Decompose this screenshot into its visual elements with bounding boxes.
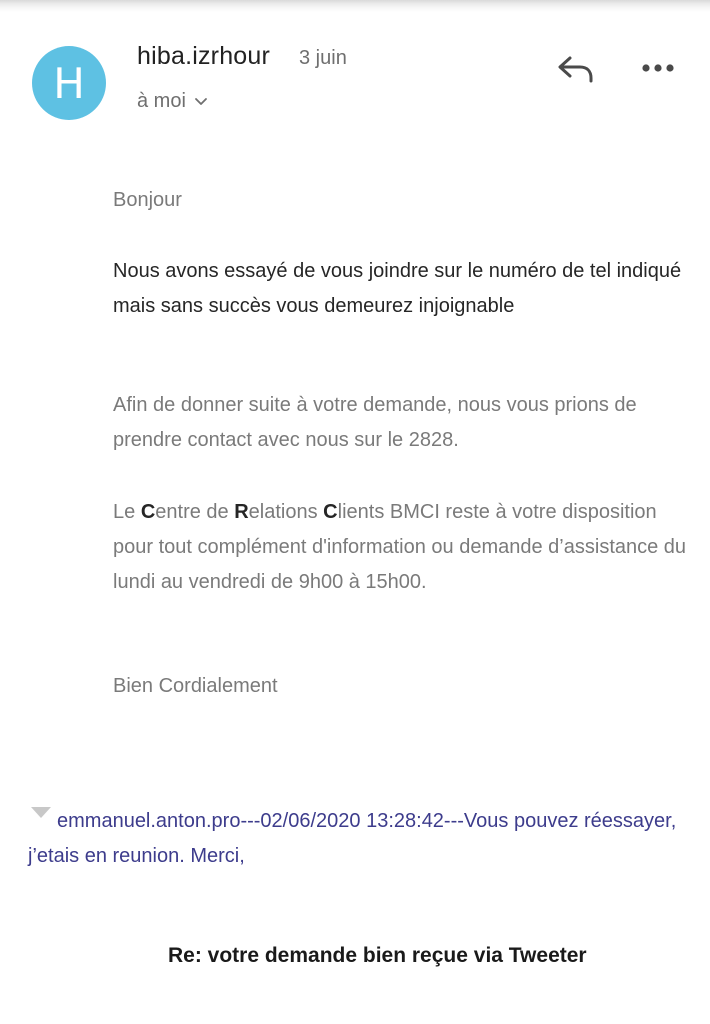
recipient-label: à moi	[137, 90, 186, 112]
email-date: 3 juin	[299, 47, 347, 69]
top-shadow-divider	[0, 0, 710, 12]
quoted-history-text[interactable]	[28, 804, 688, 874]
p3-letter-r: R	[234, 501, 249, 523]
sender-name[interactable]: hiba.izrhour	[137, 42, 271, 70]
p3-pre: Le	[113, 501, 141, 523]
more-icon[interactable]	[640, 62, 676, 74]
email-subject: Re: votre demande bien reçue via Tweeter	[168, 944, 587, 967]
quoted-history-content: emmanuel.anton.pro---02/06/2020 13:28:42---Vous pouvez réessayer, j’etais en reunion. Merci,	[28, 810, 677, 867]
reply-icon[interactable]	[556, 54, 594, 84]
closing-text: Bien Cordialement	[113, 675, 278, 697]
p3-relations: elations	[248, 501, 324, 523]
message-paragraph-2: Afin de donner suite à votre demande, nous vous prions de prendre contact avec nous sur le 2828.	[113, 394, 637, 451]
chevron-down-icon	[194, 95, 208, 109]
avatar-letter: H	[53, 58, 85, 108]
message-paragraph-1: Nous avons essayé de vous joindre sur le numéro de tel indiqué mais sans succès vous demeurez injoignable	[113, 260, 682, 317]
message-paragraph-3	[113, 495, 688, 600]
p3-centre: entre de	[155, 501, 235, 523]
recipient-details-toggle[interactable]	[137, 90, 208, 113]
p3-rest: lients BMCI reste à votre disposition pour tout complément d'information ou demande d’assistance du lundi au vendredi de 9h00 à 15h00.	[113, 501, 687, 593]
greeting-text: Bonjour	[113, 189, 182, 211]
avatar[interactable]	[32, 46, 106, 120]
p3-letter-c: C	[140, 501, 156, 523]
p3-letter-cl: C	[323, 501, 338, 523]
